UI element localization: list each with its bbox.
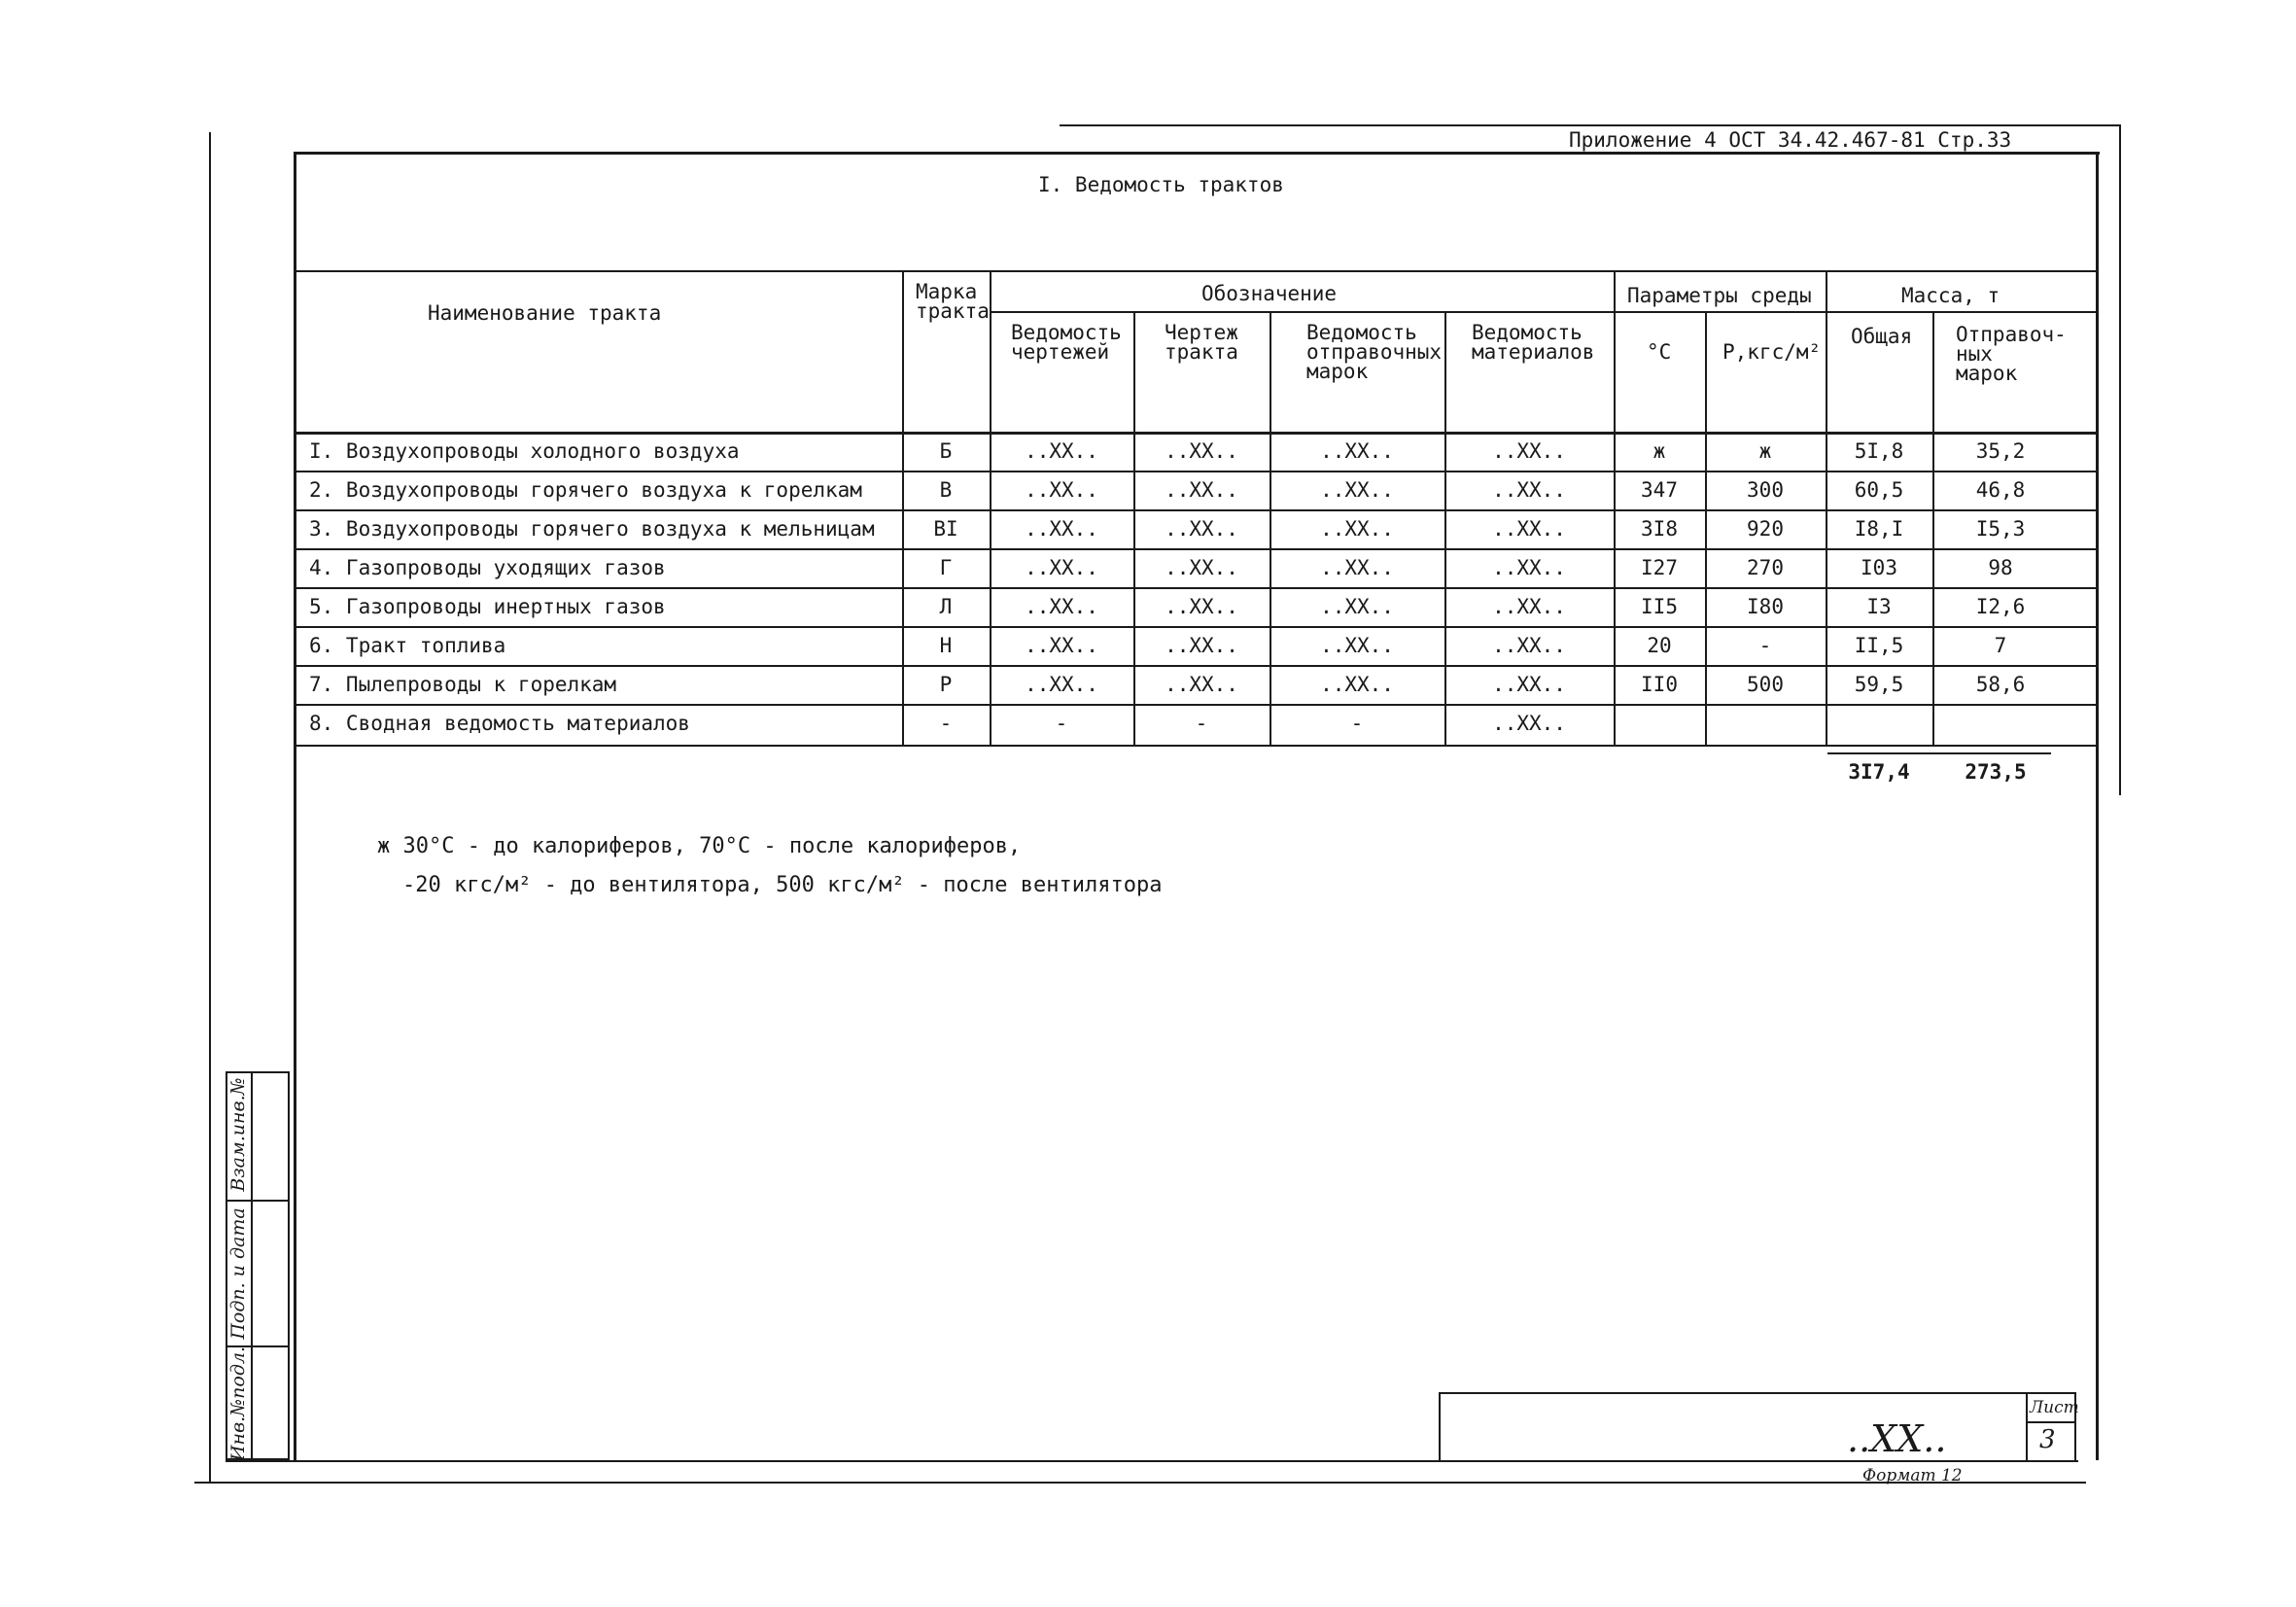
row-cell-d4: ..XX.. xyxy=(1492,595,1566,618)
row-cell-t: 347 xyxy=(1641,478,1678,502)
row-cell-mark: Р xyxy=(939,673,953,696)
row-cell-d3: ..XX.. xyxy=(1320,634,1394,657)
row-cell-p: ж xyxy=(1758,439,1772,463)
row-line xyxy=(294,704,2098,706)
row-cell-ship: I2,6 xyxy=(1975,595,2026,618)
row-name: 5. Газопроводы инертных газов xyxy=(309,595,666,618)
col-header-name: Наименование тракта xyxy=(428,301,662,325)
row-name: 4. Газопроводы уходящих газов xyxy=(309,556,666,579)
row-name: 2. Воздухопроводы горячего воздуха к горелкам xyxy=(309,478,862,502)
sheet-label: Лист xyxy=(2030,1398,2079,1417)
row-name: 3. Воздухопроводы горячего воздуха к мельницам xyxy=(309,517,875,541)
col-header-shipping-list: Ведомость отправочных марок xyxy=(1306,321,1443,383)
frame-left xyxy=(294,152,296,1460)
row-cell-d3: ..XX.. xyxy=(1320,673,1394,696)
row-cell-ship: 7 xyxy=(1994,634,2007,657)
row-cell-ship: 98 xyxy=(1988,556,2013,579)
row-name: 7. Пылепроводы к горелкам xyxy=(309,673,617,696)
row-cell-d1: ..XX.. xyxy=(1025,634,1098,657)
title-block xyxy=(1439,1392,2076,1462)
col-header-tract-drawing: Чертеж тракта xyxy=(1165,321,1238,364)
row-cell-mass: 60,5 xyxy=(1854,478,1904,502)
row-cell-mass: I03 xyxy=(1861,556,1897,579)
row-cell-d1: ..XX.. xyxy=(1025,478,1098,502)
row-cell-mark: ВI xyxy=(933,517,958,541)
total-mass: 3I7,4 xyxy=(1848,760,1910,784)
side-stamp-replace: Взам.инв.№ xyxy=(227,1077,249,1192)
sheet-number: 3 xyxy=(2039,1425,2056,1454)
row-cell-ship: 46,8 xyxy=(1975,478,2026,502)
row-cell-ship: 35,2 xyxy=(1975,439,2026,463)
row-name: 8. Сводная ведомость материалов xyxy=(309,712,690,735)
table-title: I. Ведомость трактов xyxy=(1038,173,1284,196)
row-cell-d1: ..XX.. xyxy=(1025,595,1098,618)
row-cell-d2: - xyxy=(1195,712,1208,735)
footnote-line-2: -20 кгс/м² - до вентилятора, 500 кгс/м² - после вентилятора xyxy=(402,873,1163,897)
col-header-mark: Марка тракта xyxy=(916,280,990,323)
row-cell-d3: ..XX.. xyxy=(1320,595,1394,618)
row-line xyxy=(294,548,2098,550)
title-block-sheet-sep xyxy=(2026,1421,2076,1423)
row-cell-d3: ..XX.. xyxy=(1320,556,1394,579)
page-header: Приложение 4 ОСТ 34.42.467-81 Стр.33 xyxy=(1569,128,2012,152)
row-cell-d2: ..XX.. xyxy=(1165,595,1238,618)
row-cell-d2: ..XX.. xyxy=(1165,478,1238,502)
row-cell-p: - xyxy=(1758,634,1772,657)
row-cell-d4: ..XX.. xyxy=(1492,673,1566,696)
col-header-pressure: P,кгс/м² xyxy=(1722,340,1822,364)
table-bottom xyxy=(294,745,2098,747)
col-header-mass: Масса, т xyxy=(1901,284,2000,307)
row-cell-d4: ..XX.. xyxy=(1492,556,1566,579)
row-cell-d3: ..XX.. xyxy=(1320,478,1394,502)
row-cell-mark: Б xyxy=(939,439,953,463)
row-cell-mass: II,5 xyxy=(1854,634,1904,657)
row-cell-t: I27 xyxy=(1641,556,1678,579)
total-shipping: 273,5 xyxy=(1965,760,2027,784)
document-code: ..XX.. xyxy=(1847,1417,1947,1460)
footnote-line-1: ж 30°С - до калориферов, 70°С - после калориферов, xyxy=(377,834,1022,858)
side-stamp-inv-no: Инв.№подл. xyxy=(227,1345,249,1462)
row-cell-d4: ..XX.. xyxy=(1492,478,1566,502)
row-cell-d3: - xyxy=(1350,712,1364,735)
row-cell-d4: ..XX.. xyxy=(1492,517,1566,541)
row-cell-t: 3I8 xyxy=(1641,517,1678,541)
row-cell-p: 270 xyxy=(1747,556,1784,579)
row-cell-mark: Л xyxy=(939,595,953,618)
col-header-drawings-list: Ведомость чертежей xyxy=(1011,321,1122,364)
header-sub-line xyxy=(990,311,2098,313)
row-cell-mark: В xyxy=(939,478,953,502)
row-cell-d1: ..XX.. xyxy=(1025,556,1098,579)
row-cell-d1: - xyxy=(1055,712,1068,735)
col-header-materials-list: Ведомость материалов xyxy=(1472,321,1595,364)
row-name: I. Воздухопроводы холодного воздуха xyxy=(309,439,740,463)
totals-line xyxy=(1827,752,2051,754)
row-cell-d4: ..XX.. xyxy=(1492,439,1566,463)
row-cell-d2: ..XX.. xyxy=(1165,634,1238,657)
row-cell-d1: ..XX.. xyxy=(1025,517,1098,541)
row-line xyxy=(294,626,2098,628)
row-cell-d1: ..XX.. xyxy=(1025,439,1098,463)
row-cell-mass: 5I,8 xyxy=(1854,439,1904,463)
col-header-designation: Обозначение xyxy=(1201,282,1338,305)
col-header-shipping: Отправоч- ных марок xyxy=(1956,323,2067,385)
row-cell-mark: Г xyxy=(939,556,953,579)
row-cell-mass: 59,5 xyxy=(1854,673,1904,696)
row-cell-t: II0 xyxy=(1641,673,1678,696)
row-cell-p: 300 xyxy=(1747,478,1784,502)
row-cell-mass: I3 xyxy=(1866,595,1892,618)
row-cell-ship: I5,3 xyxy=(1975,517,2026,541)
frame-right xyxy=(2096,152,2099,1460)
row-cell-d2: ..XX.. xyxy=(1165,439,1238,463)
title-block-divider xyxy=(2026,1392,2028,1462)
sheet-left-line xyxy=(209,132,211,1482)
row-cell-d2: ..XX.. xyxy=(1165,673,1238,696)
side-stamp-sign-date: Подп. и дата xyxy=(227,1207,249,1340)
row-cell-mark: Н xyxy=(939,634,953,657)
top-offset-line xyxy=(1060,124,2119,126)
row-name: 6. Тракт топлива xyxy=(309,634,506,657)
col-header-total: Общая xyxy=(1851,325,1913,348)
sheet-bottom-line xyxy=(194,1482,2086,1484)
col-header-temp: °C xyxy=(1647,340,1672,364)
row-line xyxy=(294,471,2098,472)
row-cell-d2: ..XX.. xyxy=(1165,556,1238,579)
format-label: Формат 12 xyxy=(1862,1466,1963,1485)
row-line xyxy=(294,509,2098,511)
row-cell-t: ж xyxy=(1652,439,1666,463)
row-cell-d3: ..XX.. xyxy=(1320,439,1394,463)
row-cell-d2: ..XX.. xyxy=(1165,517,1238,541)
row-cell-d3: ..XX.. xyxy=(1320,517,1394,541)
row-cell-d4: ..XX.. xyxy=(1492,712,1566,735)
row-cell-p: 920 xyxy=(1747,517,1784,541)
row-cell-p: I80 xyxy=(1747,595,1784,618)
row-cell-mass: I8,I xyxy=(1854,517,1904,541)
col-header-env-params: Параметры среды xyxy=(1627,284,1812,307)
row-cell-p: 500 xyxy=(1747,673,1784,696)
frame-top xyxy=(294,152,2100,155)
right-offset-line xyxy=(2119,124,2121,795)
row-cell-t: II5 xyxy=(1641,595,1678,618)
row-cell-mark: - xyxy=(939,712,953,735)
row-cell-ship: 58,6 xyxy=(1975,673,2026,696)
row-cell-d1: ..XX.. xyxy=(1025,673,1098,696)
row-line xyxy=(294,665,2098,667)
row-cell-d4: ..XX.. xyxy=(1492,634,1566,657)
row-line xyxy=(294,587,2098,589)
row-cell-t: 20 xyxy=(1647,634,1672,657)
